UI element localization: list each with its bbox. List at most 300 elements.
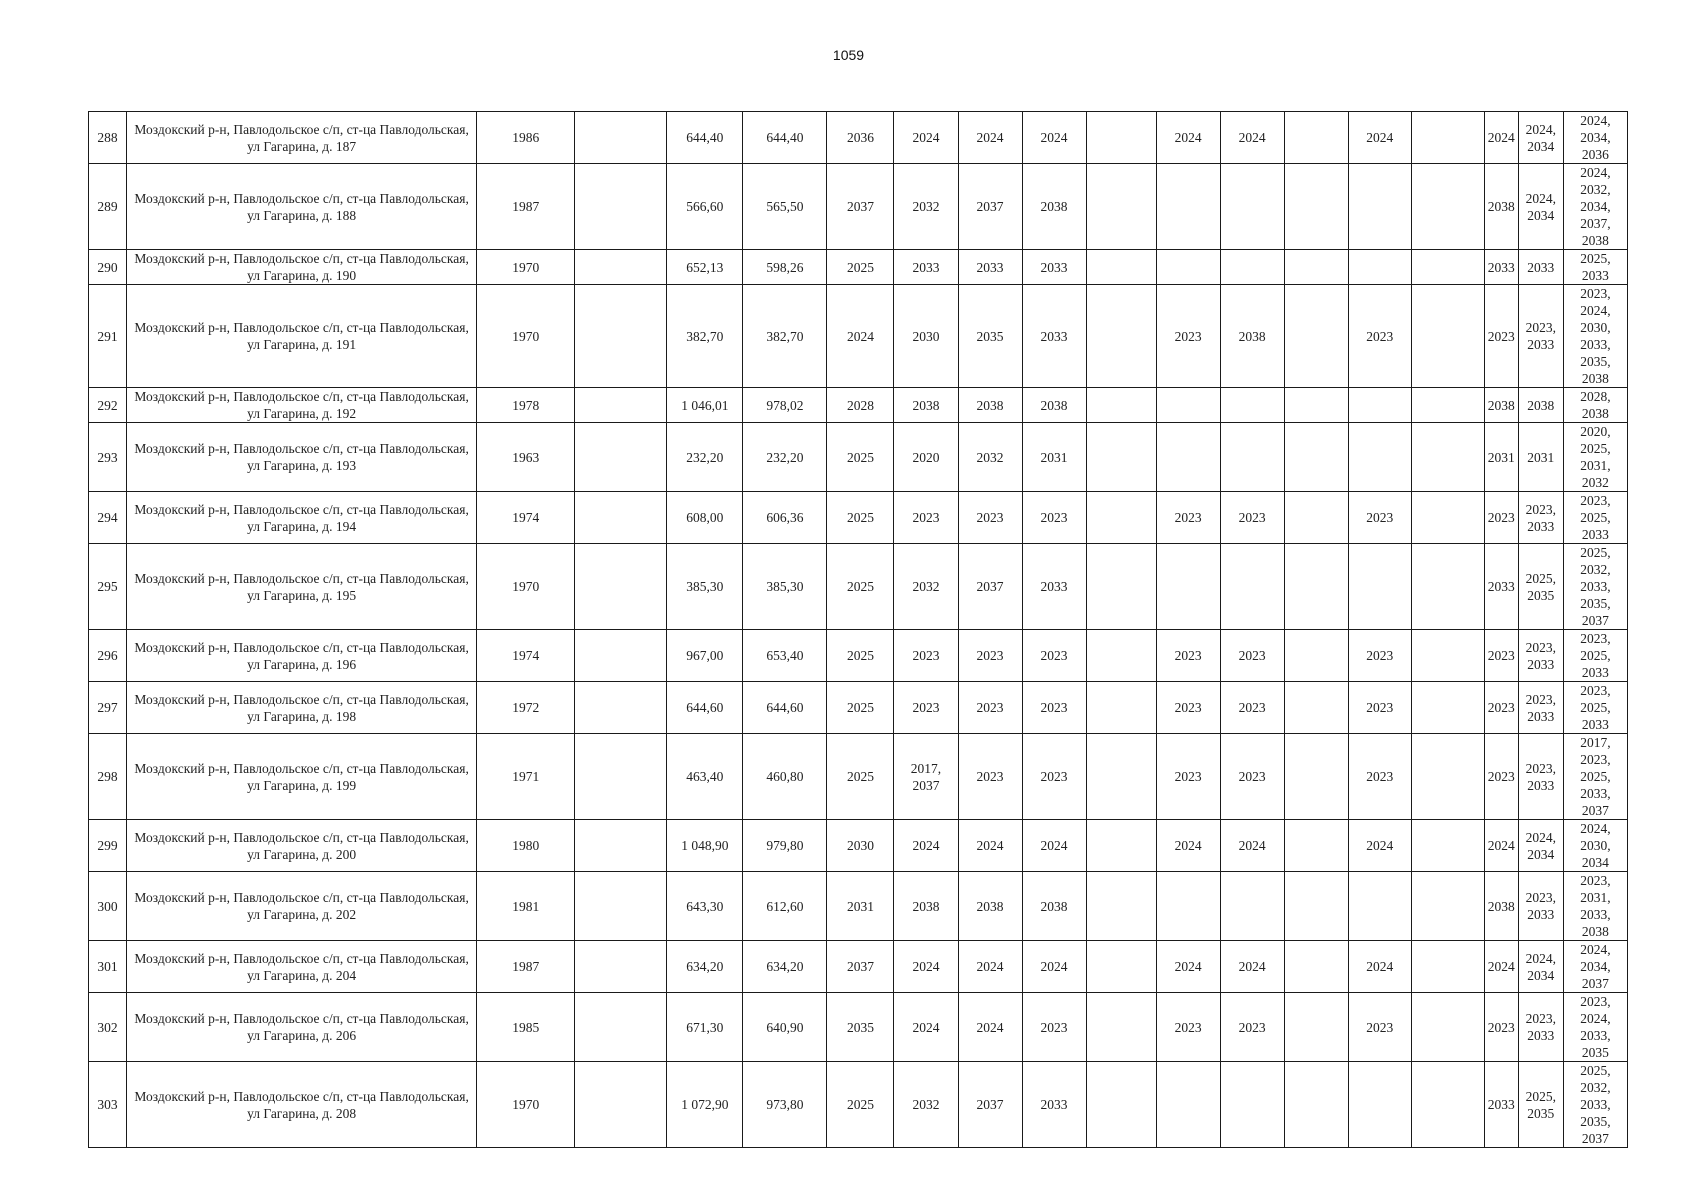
address-cell: Моздокский р-н, Павлодольское с/п, ст-ца Павлодольская, ул Гагарина, д. 194 — [127, 492, 477, 544]
total-area-cell: 1 048,90 — [667, 820, 743, 872]
page-number: 1059 — [832, 47, 865, 63]
col9-year-cell: 2023 — [958, 492, 1022, 544]
col10-year-cell: 2033 — [1022, 250, 1086, 285]
col15-year-cell — [1348, 423, 1411, 492]
row-number-cell: 294 — [89, 492, 127, 544]
col9-year-cell: 2024 — [958, 941, 1022, 993]
col12-year-cell — [1156, 164, 1220, 250]
row-number-cell: 300 — [89, 872, 127, 941]
col18-years-cell: 2023, 2033 — [1518, 285, 1563, 388]
col18-years-cell: 2025, 2035 — [1518, 1062, 1563, 1148]
col8-year-cell: 2024 — [894, 112, 958, 164]
row-number-cell: 297 — [89, 682, 127, 734]
col14-year-cell — [1284, 993, 1348, 1062]
col10-year-cell: 2033 — [1022, 544, 1086, 630]
row-number-cell: 302 — [89, 993, 127, 1062]
address-cell: Моздокский р-н, Павлодольское с/п, ст-ца Павлодольская, ул Гагарина, д. 199 — [127, 734, 477, 820]
col14-year-cell — [1284, 682, 1348, 734]
col8-year-cell: 2038 — [894, 872, 958, 941]
col18-years-cell: 2023, 2033 — [1518, 993, 1563, 1062]
col11-year-cell — [1086, 1062, 1156, 1148]
col17-year-cell: 2024 — [1484, 941, 1518, 993]
col18-years-cell: 2024, 2034 — [1518, 820, 1563, 872]
build-year-cell: 1974 — [477, 630, 575, 682]
col13-year-cell — [1220, 423, 1284, 492]
table-row — [89, 164, 1628, 250]
col15-year-cell: 2023 — [1348, 734, 1411, 820]
col13-year-cell: 2023 — [1220, 993, 1284, 1062]
col15-year-cell — [1348, 1062, 1411, 1148]
total-area-cell: 671,30 — [667, 993, 743, 1062]
col18-years-cell: 2023, 2033 — [1518, 682, 1563, 734]
col11-year-cell — [1086, 820, 1156, 872]
col16-year-cell — [1411, 423, 1484, 492]
col15-year-cell — [1348, 388, 1411, 423]
col4-cell — [575, 164, 667, 250]
col10-year-cell: 2031 — [1022, 423, 1086, 492]
col17-year-cell: 2024 — [1484, 820, 1518, 872]
col18-years-cell: 2024, 2034 — [1518, 112, 1563, 164]
address-cell: Моздокский р-н, Павлодольское с/п, ст-ца Павлодольская, ул Гагарина, д. 208 — [127, 1062, 477, 1148]
col10-year-cell: 2038 — [1022, 164, 1086, 250]
col11-year-cell — [1086, 734, 1156, 820]
col13-year-cell: 2038 — [1220, 285, 1284, 388]
col12-year-cell: 2023 — [1156, 734, 1220, 820]
col12-year-cell — [1156, 423, 1220, 492]
total-area-cell: 382,70 — [667, 285, 743, 388]
col17-year-cell: 2038 — [1484, 872, 1518, 941]
col13-year-cell — [1220, 164, 1284, 250]
col8-year-cell: 2020 — [894, 423, 958, 492]
col8-year-cell: 2023 — [894, 682, 958, 734]
col15-year-cell: 2023 — [1348, 492, 1411, 544]
col19-years-cell: 2024, 2030, 2034 — [1563, 820, 1627, 872]
col7-year-cell: 2036 — [827, 112, 894, 164]
col14-year-cell — [1284, 164, 1348, 250]
col9-year-cell: 2024 — [958, 820, 1022, 872]
living-area-cell: 612,60 — [743, 872, 827, 941]
total-area-cell: 644,40 — [667, 112, 743, 164]
col9-year-cell: 2033 — [958, 250, 1022, 285]
col17-year-cell: 2031 — [1484, 423, 1518, 492]
col7-year-cell: 2025 — [827, 423, 894, 492]
col15-year-cell — [1348, 872, 1411, 941]
col8-year-cell: 2017, 2037 — [894, 734, 958, 820]
col7-year-cell: 2024 — [827, 285, 894, 388]
col9-year-cell: 2037 — [958, 544, 1022, 630]
col11-year-cell — [1086, 941, 1156, 993]
total-area-cell: 385,30 — [667, 544, 743, 630]
col13-year-cell — [1220, 388, 1284, 423]
living-area-cell: 973,80 — [743, 1062, 827, 1148]
col10-year-cell: 2023 — [1022, 993, 1086, 1062]
row-number-cell: 288 — [89, 112, 127, 164]
col4-cell — [575, 423, 667, 492]
col9-year-cell: 2024 — [958, 993, 1022, 1062]
table-row — [89, 734, 1628, 820]
col19-years-cell: 2024, 2032, 2034, 2037, 2038 — [1563, 164, 1627, 250]
table-row — [89, 423, 1628, 492]
col15-year-cell: 2024 — [1348, 112, 1411, 164]
col10-year-cell: 2024 — [1022, 820, 1086, 872]
living-area-cell: 978,02 — [743, 388, 827, 423]
col13-year-cell: 2023 — [1220, 492, 1284, 544]
col17-year-cell: 2023 — [1484, 630, 1518, 682]
col7-year-cell: 2025 — [827, 492, 894, 544]
col12-year-cell — [1156, 388, 1220, 423]
living-area-cell: 640,90 — [743, 993, 827, 1062]
table-row — [89, 682, 1628, 734]
col8-year-cell: 2024 — [894, 820, 958, 872]
total-area-cell: 967,00 — [667, 630, 743, 682]
table-row — [89, 820, 1628, 872]
col19-years-cell: 2023, 2025, 2033 — [1563, 630, 1627, 682]
col16-year-cell — [1411, 993, 1484, 1062]
total-area-cell: 634,20 — [667, 941, 743, 993]
col10-year-cell: 2038 — [1022, 872, 1086, 941]
col12-year-cell: 2023 — [1156, 492, 1220, 544]
col12-year-cell: 2023 — [1156, 682, 1220, 734]
address-cell: Моздокский р-н, Павлодольское с/п, ст-ца Павлодольская, ул Гагарина, д. 196 — [127, 630, 477, 682]
col19-years-cell: 2024, 2034, 2037 — [1563, 941, 1627, 993]
col7-year-cell: 2037 — [827, 164, 894, 250]
col8-year-cell: 2038 — [894, 388, 958, 423]
total-area-cell: 1 072,90 — [667, 1062, 743, 1148]
col7-year-cell: 2025 — [827, 630, 894, 682]
col13-year-cell: 2023 — [1220, 734, 1284, 820]
table-row — [89, 285, 1628, 388]
col4-cell — [575, 734, 667, 820]
col19-years-cell: 2028, 2038 — [1563, 388, 1627, 423]
row-number-cell: 299 — [89, 820, 127, 872]
total-area-cell: 1 046,01 — [667, 388, 743, 423]
col14-year-cell — [1284, 941, 1348, 993]
col11-year-cell — [1086, 285, 1156, 388]
col11-year-cell — [1086, 423, 1156, 492]
col14-year-cell — [1284, 112, 1348, 164]
col7-year-cell: 2025 — [827, 734, 894, 820]
col4-cell — [575, 872, 667, 941]
address-cell: Моздокский р-н, Павлодольское с/п, ст-ца Павлодольская, ул Гагарина, д. 193 — [127, 423, 477, 492]
col17-year-cell: 2023 — [1484, 492, 1518, 544]
table-row — [89, 1062, 1628, 1148]
living-area-cell: 460,80 — [743, 734, 827, 820]
total-area-cell: 652,13 — [667, 250, 743, 285]
col16-year-cell — [1411, 544, 1484, 630]
col18-years-cell: 2031 — [1518, 423, 1563, 492]
col4-cell — [575, 250, 667, 285]
col4-cell — [575, 820, 667, 872]
col15-year-cell: 2024 — [1348, 820, 1411, 872]
col17-year-cell: 2033 — [1484, 544, 1518, 630]
build-year-cell: 1987 — [477, 164, 575, 250]
col19-years-cell: 2023, 2024, 2030, 2033, 2035, 2038 — [1563, 285, 1627, 388]
col13-year-cell: 2023 — [1220, 630, 1284, 682]
table-row — [89, 993, 1628, 1062]
row-number-cell: 293 — [89, 423, 127, 492]
col11-year-cell — [1086, 250, 1156, 285]
living-area-cell: 565,50 — [743, 164, 827, 250]
col19-years-cell: 2023, 2031, 2033, 2038 — [1563, 872, 1627, 941]
col9-year-cell: 2037 — [958, 164, 1022, 250]
col4-cell — [575, 630, 667, 682]
col19-years-cell: 2023, 2025, 2033 — [1563, 682, 1627, 734]
col18-years-cell: 2023, 2033 — [1518, 734, 1563, 820]
col16-year-cell — [1411, 250, 1484, 285]
build-year-cell: 1970 — [477, 250, 575, 285]
col11-year-cell — [1086, 112, 1156, 164]
col7-year-cell: 2035 — [827, 993, 894, 1062]
living-area-cell: 598,26 — [743, 250, 827, 285]
col13-year-cell: 2024 — [1220, 112, 1284, 164]
table-row — [89, 872, 1628, 941]
table-row — [89, 544, 1628, 630]
col9-year-cell: 2038 — [958, 388, 1022, 423]
col16-year-cell — [1411, 112, 1484, 164]
col9-year-cell: 2024 — [958, 112, 1022, 164]
build-year-cell: 1972 — [477, 682, 575, 734]
col8-year-cell: 2023 — [894, 630, 958, 682]
build-year-cell: 1970 — [477, 285, 575, 388]
address-cell: Моздокский р-н, Павлодольское с/п, ст-ца Павлодольская, ул Гагарина, д. 191 — [127, 285, 477, 388]
col14-year-cell — [1284, 1062, 1348, 1148]
col14-year-cell — [1284, 388, 1348, 423]
col8-year-cell: 2023 — [894, 492, 958, 544]
address-cell: Моздокский р-н, Павлодольское с/п, ст-ца Павлодольская, ул Гагарина, д. 202 — [127, 872, 477, 941]
col14-year-cell — [1284, 250, 1348, 285]
col17-year-cell: 2023 — [1484, 285, 1518, 388]
col7-year-cell: 2030 — [827, 820, 894, 872]
col16-year-cell — [1411, 734, 1484, 820]
col13-year-cell: 2024 — [1220, 820, 1284, 872]
col10-year-cell: 2033 — [1022, 1062, 1086, 1148]
living-area-cell: 606,36 — [743, 492, 827, 544]
col19-years-cell: 2020, 2025, 2031, 2032 — [1563, 423, 1627, 492]
col9-year-cell: 2023 — [958, 630, 1022, 682]
col17-year-cell: 2033 — [1484, 1062, 1518, 1148]
col18-years-cell: 2023, 2033 — [1518, 630, 1563, 682]
col4-cell — [575, 941, 667, 993]
col12-year-cell: 2024 — [1156, 941, 1220, 993]
living-area-cell: 979,80 — [743, 820, 827, 872]
row-number-cell: 292 — [89, 388, 127, 423]
col16-year-cell — [1411, 285, 1484, 388]
col10-year-cell: 2033 — [1022, 285, 1086, 388]
col9-year-cell: 2037 — [958, 1062, 1022, 1148]
living-area-cell: 382,70 — [743, 285, 827, 388]
col15-year-cell: 2024 — [1348, 941, 1411, 993]
col4-cell — [575, 1062, 667, 1148]
col17-year-cell: 2023 — [1484, 682, 1518, 734]
total-area-cell: 463,40 — [667, 734, 743, 820]
total-area-cell: 232,20 — [667, 423, 743, 492]
address-cell: Моздокский р-н, Павлодольское с/п, ст-ца Павлодольская, ул Гагарина, д. 200 — [127, 820, 477, 872]
col11-year-cell — [1086, 993, 1156, 1062]
col15-year-cell: 2023 — [1348, 285, 1411, 388]
row-number-cell: 303 — [89, 1062, 127, 1148]
col7-year-cell: 2031 — [827, 872, 894, 941]
living-area-cell: 232,20 — [743, 423, 827, 492]
col4-cell — [575, 492, 667, 544]
total-area-cell: 643,30 — [667, 872, 743, 941]
col16-year-cell — [1411, 492, 1484, 544]
col9-year-cell: 2035 — [958, 285, 1022, 388]
col15-year-cell — [1348, 544, 1411, 630]
col8-year-cell: 2030 — [894, 285, 958, 388]
col12-year-cell — [1156, 1062, 1220, 1148]
col18-years-cell: 2023, 2033 — [1518, 872, 1563, 941]
col9-year-cell: 2038 — [958, 872, 1022, 941]
build-year-cell: 1980 — [477, 820, 575, 872]
col10-year-cell: 2024 — [1022, 941, 1086, 993]
row-number-cell: 295 — [89, 544, 127, 630]
col12-year-cell — [1156, 544, 1220, 630]
col16-year-cell — [1411, 630, 1484, 682]
col13-year-cell — [1220, 250, 1284, 285]
col19-years-cell: 2024, 2034, 2036 — [1563, 112, 1627, 164]
col11-year-cell — [1086, 388, 1156, 423]
col4-cell — [575, 285, 667, 388]
col17-year-cell: 2038 — [1484, 388, 1518, 423]
col4-cell — [575, 112, 667, 164]
col11-year-cell — [1086, 492, 1156, 544]
address-cell: Моздокский р-н, Павлодольское с/п, ст-ца Павлодольская, ул Гагарина, д. 195 — [127, 544, 477, 630]
row-number-cell: 298 — [89, 734, 127, 820]
col16-year-cell — [1411, 820, 1484, 872]
col14-year-cell — [1284, 492, 1348, 544]
col16-year-cell — [1411, 941, 1484, 993]
col7-year-cell: 2037 — [827, 941, 894, 993]
col12-year-cell: 2023 — [1156, 993, 1220, 1062]
col8-year-cell: 2032 — [894, 544, 958, 630]
housing-register-table — [88, 111, 1628, 1148]
address-cell: Моздокский р-н, Павлодольское с/п, ст-ца Павлодольская, ул Гагарина, д. 190 — [127, 250, 477, 285]
build-year-cell: 1974 — [477, 492, 575, 544]
col14-year-cell — [1284, 544, 1348, 630]
col12-year-cell: 2023 — [1156, 630, 1220, 682]
row-number-cell: 291 — [89, 285, 127, 388]
col13-year-cell — [1220, 544, 1284, 630]
col16-year-cell — [1411, 388, 1484, 423]
total-area-cell: 644,60 — [667, 682, 743, 734]
col13-year-cell: 2023 — [1220, 682, 1284, 734]
col10-year-cell: 2023 — [1022, 630, 1086, 682]
build-year-cell: 1963 — [477, 423, 575, 492]
col18-years-cell: 2023, 2033 — [1518, 492, 1563, 544]
table-row — [89, 250, 1628, 285]
col19-years-cell: 2023, 2024, 2033, 2035 — [1563, 993, 1627, 1062]
col10-year-cell: 2023 — [1022, 734, 1086, 820]
col18-years-cell: 2033 — [1518, 250, 1563, 285]
col8-year-cell: 2033 — [894, 250, 958, 285]
col12-year-cell — [1156, 250, 1220, 285]
address-cell: Моздокский р-н, Павлодольское с/п, ст-ца Павлодольская, ул Гагарина, д. 187 — [127, 112, 477, 164]
build-year-cell: 1985 — [477, 993, 575, 1062]
col18-years-cell: 2024, 2034 — [1518, 164, 1563, 250]
col14-year-cell — [1284, 423, 1348, 492]
build-year-cell: 1986 — [477, 112, 575, 164]
col13-year-cell — [1220, 872, 1284, 941]
col7-year-cell: 2025 — [827, 682, 894, 734]
col13-year-cell: 2024 — [1220, 941, 1284, 993]
address-cell: Моздокский р-н, Павлодольское с/п, ст-ца Павлодольская, ул Гагарина, д. 204 — [127, 941, 477, 993]
col12-year-cell — [1156, 872, 1220, 941]
col11-year-cell — [1086, 630, 1156, 682]
col12-year-cell: 2023 — [1156, 285, 1220, 388]
build-year-cell: 1978 — [477, 388, 575, 423]
col14-year-cell — [1284, 872, 1348, 941]
col7-year-cell: 2025 — [827, 250, 894, 285]
col17-year-cell: 2024 — [1484, 112, 1518, 164]
row-number-cell: 296 — [89, 630, 127, 682]
col19-years-cell: 2025, 2032, 2033, 2035, 2037 — [1563, 1062, 1627, 1148]
living-area-cell: 644,40 — [743, 112, 827, 164]
col11-year-cell — [1086, 682, 1156, 734]
col17-year-cell: 2023 — [1484, 734, 1518, 820]
living-area-cell: 653,40 — [743, 630, 827, 682]
col9-year-cell: 2032 — [958, 423, 1022, 492]
col18-years-cell: 2038 — [1518, 388, 1563, 423]
col19-years-cell: 2023, 2025, 2033 — [1563, 492, 1627, 544]
total-area-cell: 608,00 — [667, 492, 743, 544]
col15-year-cell: 2023 — [1348, 682, 1411, 734]
build-year-cell: 1970 — [477, 544, 575, 630]
col12-year-cell: 2024 — [1156, 820, 1220, 872]
address-cell: Моздокский р-н, Павлодольское с/п, ст-ца Павлодольская, ул Гагарина, д. 192 — [127, 388, 477, 423]
col19-years-cell: 2017, 2023, 2025, 2033, 2037 — [1563, 734, 1627, 820]
col4-cell — [575, 682, 667, 734]
col4-cell — [575, 388, 667, 423]
col4-cell — [575, 993, 667, 1062]
row-number-cell: 301 — [89, 941, 127, 993]
col7-year-cell: 2025 — [827, 544, 894, 630]
col14-year-cell — [1284, 630, 1348, 682]
col15-year-cell — [1348, 250, 1411, 285]
living-area-cell: 634,20 — [743, 941, 827, 993]
col18-years-cell: 2024, 2034 — [1518, 941, 1563, 993]
build-year-cell: 1971 — [477, 734, 575, 820]
build-year-cell: 1970 — [477, 1062, 575, 1148]
col8-year-cell: 2032 — [894, 1062, 958, 1148]
col8-year-cell: 2024 — [894, 941, 958, 993]
table-row — [89, 388, 1628, 423]
build-year-cell: 1987 — [477, 941, 575, 993]
col9-year-cell: 2023 — [958, 682, 1022, 734]
col16-year-cell — [1411, 872, 1484, 941]
row-number-cell: 290 — [89, 250, 127, 285]
col10-year-cell: 2023 — [1022, 682, 1086, 734]
address-cell: Моздокский р-н, Павлодольское с/п, ст-ца Павлодольская, ул Гагарина, д. 198 — [127, 682, 477, 734]
total-area-cell: 566,60 — [667, 164, 743, 250]
table-row — [89, 630, 1628, 682]
col12-year-cell: 2024 — [1156, 112, 1220, 164]
col10-year-cell: 2038 — [1022, 388, 1086, 423]
col16-year-cell — [1411, 1062, 1484, 1148]
col10-year-cell: 2023 — [1022, 492, 1086, 544]
col19-years-cell: 2025, 2033 — [1563, 250, 1627, 285]
col17-year-cell: 2023 — [1484, 993, 1518, 1062]
table-row — [89, 112, 1628, 164]
col4-cell — [575, 544, 667, 630]
col17-year-cell: 2038 — [1484, 164, 1518, 250]
col17-year-cell: 2033 — [1484, 250, 1518, 285]
col9-year-cell: 2023 — [958, 734, 1022, 820]
col14-year-cell — [1284, 285, 1348, 388]
col19-years-cell: 2025, 2032, 2033, 2035, 2037 — [1563, 544, 1627, 630]
col16-year-cell — [1411, 164, 1484, 250]
col11-year-cell — [1086, 164, 1156, 250]
table-row — [89, 492, 1628, 544]
